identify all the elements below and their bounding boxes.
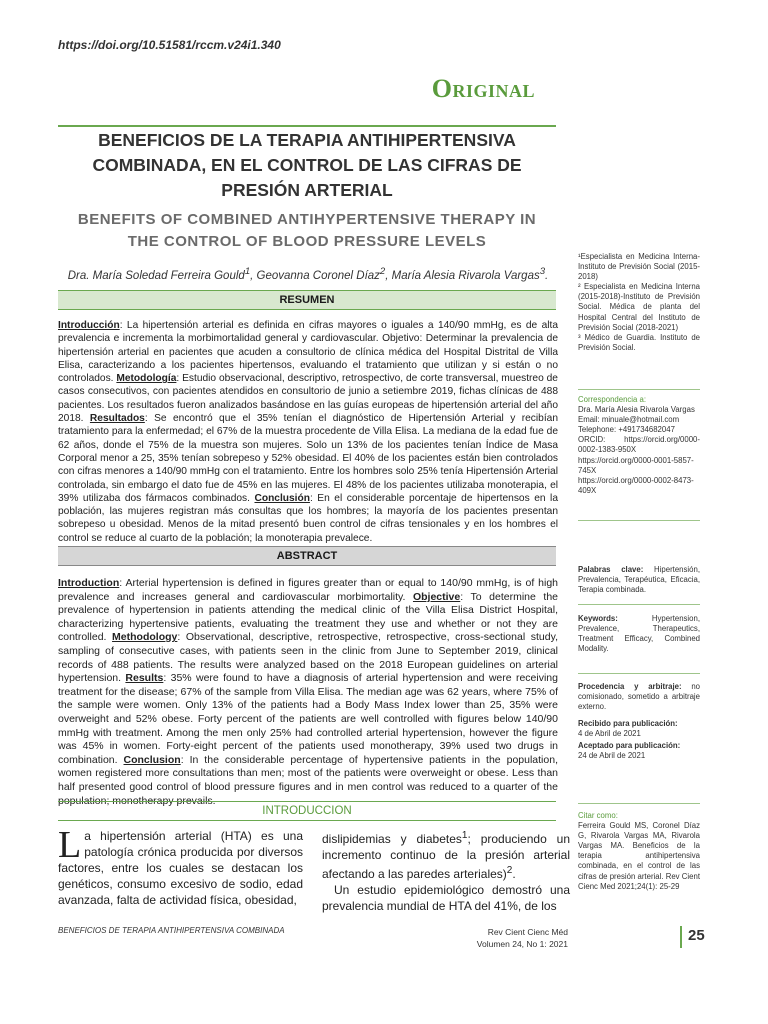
correspondence-phone: Telephone: +491734682047 [578, 425, 675, 435]
abstract-body [58, 577, 558, 808]
divider [578, 389, 700, 390]
accepted-value: 24 de Abril de 2021 [578, 751, 646, 761]
citation [578, 811, 700, 892]
affiliation: ³ Médico de Guardia. Instituto de Previsión Social. [578, 332, 700, 352]
procedencia-label: Procedencia y arbitraje: [578, 682, 682, 691]
resumen-intro-text: : La hipertensión arterial es definida en cifras mayores o iguales a 140/90 mmHg, es de alta prevalencia e incrementa la morbimortalidad general y cardiovascular. Objetivo: Determinar la prevalencia de hipertensión arterial en pacientes que acuden a consultorio de clínica médica del Hospital Distrital de Villa Elisa, caracterizando a los pacientes hipertensos, evaluando el tratamiento que utilizan y si están o no controlados. [58, 320, 558, 385]
keywords-label: Keywords: [578, 614, 618, 623]
abstract-method-label: Methodology [112, 631, 178, 644]
procedencia [578, 682, 700, 712]
divider [578, 803, 700, 804]
intro-paragraph [322, 828, 570, 882]
received-label: Recibido para publicación: [578, 719, 678, 728]
intro-paragraph: Un estudio epidemiológico demostró una prevalencia mundial de HTA del 41%, de los [322, 883, 570, 913]
introduction-heading: INTRODUCCION [58, 801, 556, 821]
resumen-results-text: : Se encontró que el 35% tenían el diagnóstico de Hipertensión Arterial y recibían tratamiento para la enfermedad; el 67% de la muestra procedente de Villa Elisa. La mediana de la edad fue de 62 años, donde el 75% de la muestra son mujeres. Solo un 13% de los pacientes tenían Índice de Masa Corporal menor a 25, 35% tenían sobrepeso y 52% obesidad. El 40% de los pacientes están bien controlados con cifras menores a 140/90 mmHg con el tratamiento. Entre los hombres solo 25% tenía Hipertensión Arterial controlada, sin embargo el dato fue de 45% en las mujeres. El 48% de los pacientes utilizaba monoterapia, el 39% utilizaba dos fármacos combinados. [58, 413, 558, 504]
intro-column-2 [322, 828, 570, 914]
running-title: BENEFICIOS DE TERAPIA ANTIHIPERTENSIVA COMBINADA [58, 926, 285, 935]
author-name: Geovanna Coronel Díaz [256, 269, 380, 282]
abstract-results-text: : 35% were found to have a diagnosis of arterial hypertension and were receiving treatment for the disease; 67% of the sample from Villa Elisa. The median age was 62 years, where 75% of the sample were women. Only 13% of the patients had a Body Mass Index lower than 25, 35% were overweight and 52% obese. Forty percent of the patients are well controlled with figures below 140/90 mmHg with treatment. Among the men only 25% had controlled arterial hypertension, however the figure was 45% in women. Forty-eight percent of the patients used monotherapy, 39% used two drugs in combination. [58, 672, 558, 766]
journal-info [398, 926, 568, 950]
divider [578, 673, 700, 674]
title-line: COMBINADA, EN EL CONTROL DE LAS CIFRAS DE [92, 155, 522, 175]
page-number: 25 [688, 927, 705, 944]
citation-text: Ferreira Gould MS, Coronel Díaz G, Rivarola Vargas MA, Rivarola Vargas MA. Beneficios de la terapia antihipertensiva combinada, en el control de las cifras de presión arterial. Rev Cient Cienc Med 2021;24(1): 25-29 [578, 821, 700, 891]
citation-mark: 2 [506, 865, 513, 876]
author-list: Dra. María Soledad Ferreira Gould$^1$, Geovanna Coronel Díaz$^2$, María Alesia Rivarola Vargas$^3$. [67, 266, 549, 282]
keywords-value: Hypertension, Prevalence, Therapeutics, Treatment Efficacy, Combined Modality. [578, 614, 700, 654]
accepted-date [578, 741, 700, 761]
affiliations [578, 252, 700, 353]
intro-column-1 [58, 824, 303, 908]
title-line: BENEFITS OF COMBINED ANTIHYPERTENSIVE THERAPY IN [77, 211, 537, 228]
palabras-clave [578, 565, 700, 595]
correspondence-email[interactable]: Email: minuale@hotmail.com [578, 415, 680, 425]
orcid-link[interactable]: ORCID: https://orcid.org/0000-0002-1383-950X [578, 435, 700, 455]
divider [58, 125, 556, 127]
received-date [578, 719, 700, 739]
resumen-results-label: Resultados [89, 413, 145, 425]
spanish-title [58, 128, 556, 203]
intro-text: a hipertensión arterial (HTA) es una patología crónica producida por diversos factores, entre los cuales se destacan los genéticos, consumo excesivo de sodio, edad avanzada, falta de actividad física, obesidad, [58, 829, 303, 907]
title-line: PRESIÓN ARTERIAL [221, 180, 393, 200]
correspondence-name: Dra. María Alesia Rivarola Vargas [578, 405, 695, 415]
resumen-body [58, 319, 558, 545]
citation-mark: 1 [461, 830, 468, 841]
journal-name: Rev Cient Cienc Méd [487, 927, 568, 937]
resumen-heading: RESUMEN [58, 290, 556, 310]
resumen-conclusion-label: Conclusión [254, 492, 310, 504]
palabras-value: Hipertensión, Prevalencia, Terapéutica, Eficacia, Terapia combinada. [578, 565, 700, 595]
affiliation: ¹Especialista en Medicina Interna-Instituto de Previsión Social (2015-2018) [578, 252, 700, 282]
drop-cap: L [58, 824, 82, 866]
resumen-method-label: Metodología [116, 373, 177, 385]
orcid-link[interactable]: https://orcid.org/0000-0002-8473-409X [578, 475, 694, 495]
resumen-conclusion-text: : En el considerable porcentaje de hipertensos en la población, las mujeres registran más consultas que los hombres; la mayoría de los pacientes presentan sobrepeso u obesidad. Menos de la mitad presentó buen control de cifras tensionales y en los hombres el control se reduce al cuarto de la población; la monoterapia prevalece. [58, 492, 558, 544]
divider [578, 520, 700, 521]
palabras-label: Palabras clave: [578, 565, 644, 574]
abstract-method-text: : Observational, descriptive, retrospective, retrospective, cross-sectional study, sampling of consecutive cases, with patients seen in the clinic from June to September 2019, clinical records of 488 patients. The results were analyzed based on the 2018 European guidelines on arterial hypertension. [58, 631, 558, 685]
author-affil-mark: 1 [244, 266, 251, 277]
procedencia-value: no comisionado, sometido a arbitraje externo. [578, 682, 700, 712]
correspondence [578, 395, 700, 496]
abstract-conclusion-label: Conclusion [123, 753, 181, 766]
keywords [578, 614, 700, 654]
affiliation: ² Especialista en Medicina Interna (2015-2018)-Instituto de Previsión Social. Médica de planta del Hospital Central del Instituto de Previsión Social (2018-2021) [578, 282, 700, 332]
journal-volume: Volumen 24, No 1: 2021 [476, 939, 568, 949]
author-name: María Alesia Rivarola Vargas [391, 269, 540, 282]
orcid-link[interactable]: https://orcid.org/0000-0001-5857-745X [578, 455, 694, 475]
abstract-intro-text: : Arterial hypertension is defined in figures greater than or equal to 140/90 mmHg, is of high prevalence and increases general and cardiovascular morbimortality. [58, 577, 558, 603]
title-line: BENEFICIOS DE LA TERAPIA ANTIHIPERTENSIVA [98, 130, 516, 150]
resumen-method-text: : Estudio observacional, descriptivo, retrospectivo, de corte transversal, muestreo de casos consecutivos, con pacientes atendidos en consultorio de junio a setiembre 2019, fichas clínicas de 488 pacientes. Los resultados fueron analizados basándose en las guías europeas de hipertensión arterial del año 2018. [58, 373, 558, 425]
doi-link[interactable]: https://doi.org/10.51581/rccm.v24i1.340 [58, 38, 281, 52]
abstract-intro-label: Introduction [58, 577, 120, 589]
abstract-objective-label: Objective [412, 590, 461, 603]
correspondence-heading: Correspondencia a: [578, 395, 647, 404]
english-title [58, 209, 556, 253]
title-line: THE CONTROL OF BLOOD PRESSURE LEVELS [127, 233, 487, 250]
abstract-results-label: Results [125, 672, 164, 685]
intro-text: . [512, 867, 516, 881]
abstract-conclusion-text: : In the considerable percentage of hypertensive patients in the population, women registered more consultations than men; most of the patients were overweight or obese. Less than half presented good control of blood pressure figures and in men control was reduced to a quarter of the population; monotherapy prevails. [58, 753, 558, 807]
intro-text: ; produciendo un incremento continuo de la presión arterial afectando a las paredes arteriales) [322, 832, 571, 881]
abstract-heading: ABSTRACT [58, 546, 556, 566]
section-label: Original [431, 74, 535, 103]
author-name: Dra. María Soledad Ferreira Gould [67, 269, 245, 282]
intro-text: dislipidemias y diabetes [322, 832, 462, 846]
author-affil-mark: 3 [539, 266, 546, 277]
citation-heading: Citar como: [578, 811, 618, 820]
resumen-intro-label: Introducción [58, 320, 120, 331]
divider [680, 926, 682, 948]
abstract-objective-text: : To determine the prevalence of hypertension in patients attending the medical clinic of the Villa Elisa District Hospital, characterizing hypertensive patients, evaluating the treatment they use and whether or not they are controlled. [58, 590, 558, 644]
accepted-label: Aceptado para publicación: [578, 741, 681, 750]
received-value: 4 de Abril de 2021 [578, 729, 641, 739]
divider [578, 604, 700, 605]
author-affil-mark: 2 [379, 266, 386, 277]
